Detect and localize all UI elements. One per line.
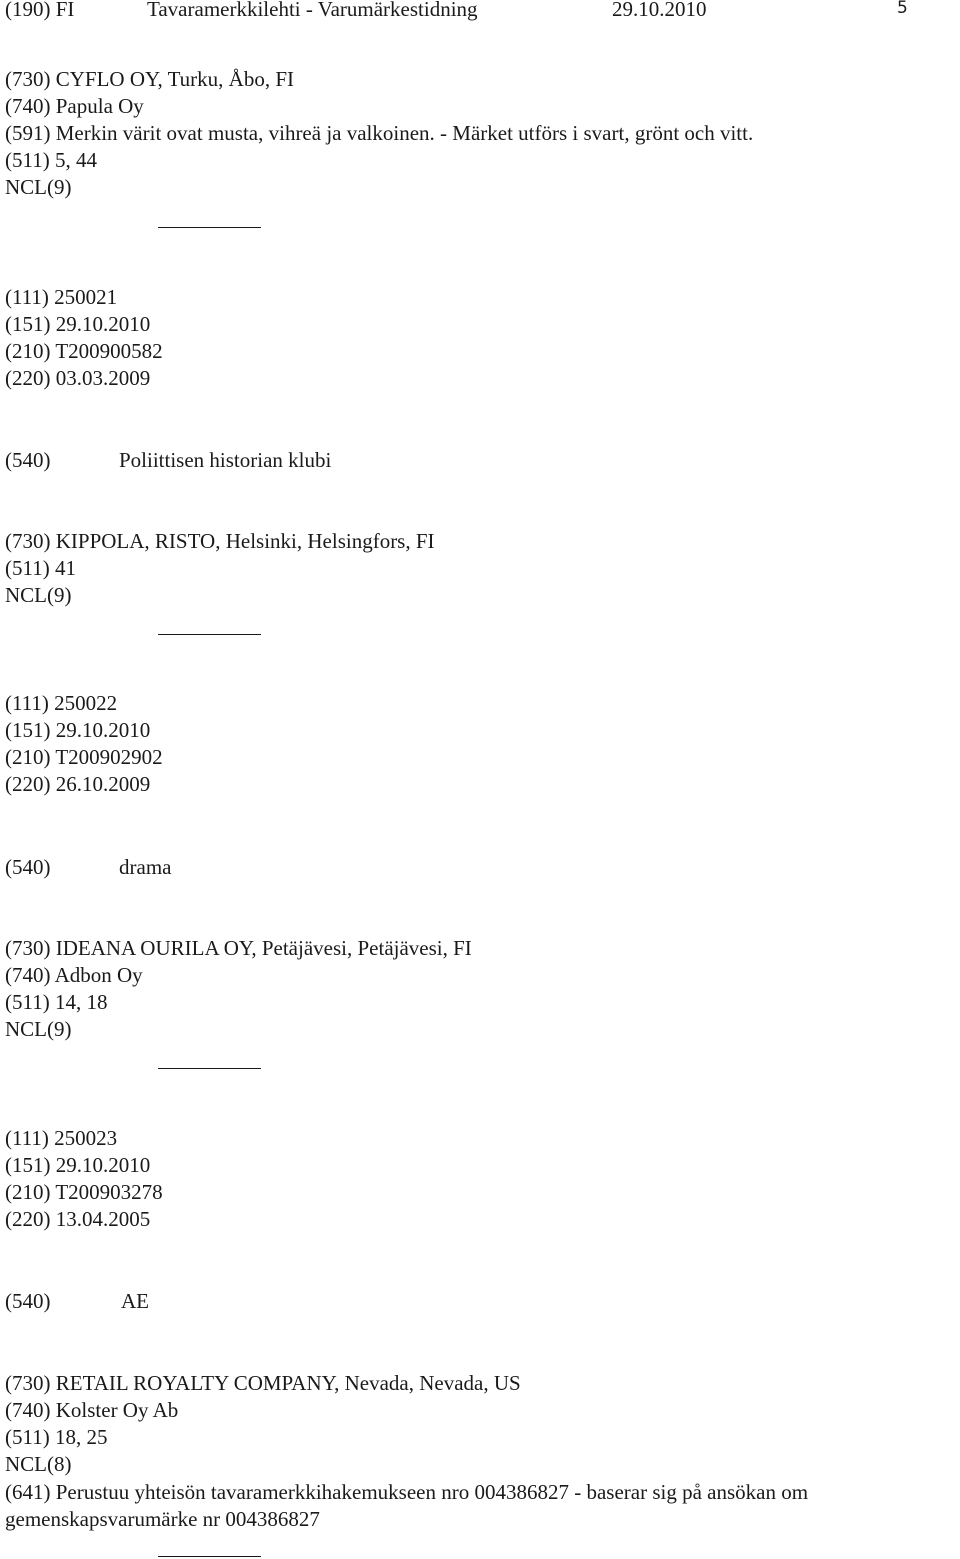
entry-reg-line: (210) T200900582 [5, 339, 163, 363]
entry-reg-line: (220) 03.03.2009 [5, 366, 151, 390]
entry-detail-line: gemenskapsvarumärke nr 004386827 [5, 1507, 320, 1531]
top-entry-line: (511) 5, 44 [5, 148, 97, 172]
entry-detail-line: (511) 41 [5, 556, 76, 580]
entry-detail-line: (641) Perustuu yhteisön tavaramerkkihakemukseen nro 004386827 - baserar sig på ansökan om [5, 1480, 809, 1504]
mark-code: (540) [5, 855, 51, 879]
header-publication: Tavaramerkkilehti - Varumärkestidning [147, 0, 478, 21]
entry-detail-line: (730) IDEANA OURILA OY, Petäjävesi, Petäjävesi, FI [5, 936, 472, 960]
entry-reg-line: (151) 29.10.2010 [5, 312, 151, 336]
top-entry-line: NCL(9) [5, 175, 72, 199]
mark-text: AE [121, 1289, 149, 1313]
entry-detail-line: (511) 14, 18 [5, 990, 108, 1014]
separator-rule [158, 1556, 261, 1557]
separator-rule [158, 227, 261, 228]
mark-text: Poliittisen historian klubi [119, 448, 332, 472]
entry-reg-line: (220) 13.04.2005 [5, 1207, 151, 1231]
entry-detail-line: NCL(9) [5, 583, 72, 607]
mark-code: (540) [5, 1289, 51, 1313]
top-entry-line: (730) CYFLO OY, Turku, Åbo, FI [5, 67, 294, 91]
separator-rule [158, 1068, 261, 1069]
entry-detail-line: (740) Kolster Oy Ab [5, 1398, 179, 1422]
separator-rule [158, 634, 261, 635]
page-number: 5 [897, 0, 908, 18]
entry-reg-line: (111) 250023 [5, 1126, 118, 1150]
entry-detail-line: NCL(9) [5, 1017, 72, 1041]
header-code: (190) FI [5, 0, 75, 21]
entry-detail-line: NCL(8) [5, 1452, 72, 1476]
entry-reg-line: (111) 250022 [5, 691, 118, 715]
entry-detail-line: (511) 18, 25 [5, 1425, 108, 1449]
entry-reg-line: (210) T200903278 [5, 1180, 163, 1204]
entry-reg-line: (151) 29.10.2010 [5, 1153, 151, 1177]
mark-code: (540) [5, 448, 51, 472]
entry-reg-line: (151) 29.10.2010 [5, 718, 151, 742]
entry-reg-line: (111) 250021 [5, 285, 118, 309]
entry-detail-line: (740) Adbon Oy [5, 963, 143, 987]
entry-detail-line: (730) RETAIL ROYALTY COMPANY, Nevada, Nevada, US [5, 1371, 521, 1395]
entry-detail-line: (730) KIPPOLA, RISTO, Helsinki, Helsingfors, FI [5, 529, 435, 553]
entry-reg-line: (220) 26.10.2009 [5, 772, 151, 796]
header-date: 29.10.2010 [612, 0, 707, 21]
mark-text: drama [119, 855, 172, 879]
top-entry-line: (591) Merkin värit ovat musta, vihreä ja valkoinen. - Märket utförs i svart, grönt och vitt. [5, 121, 754, 145]
top-entry-line: (740) Papula Oy [5, 94, 144, 118]
entry-reg-line: (210) T200902902 [5, 745, 163, 769]
